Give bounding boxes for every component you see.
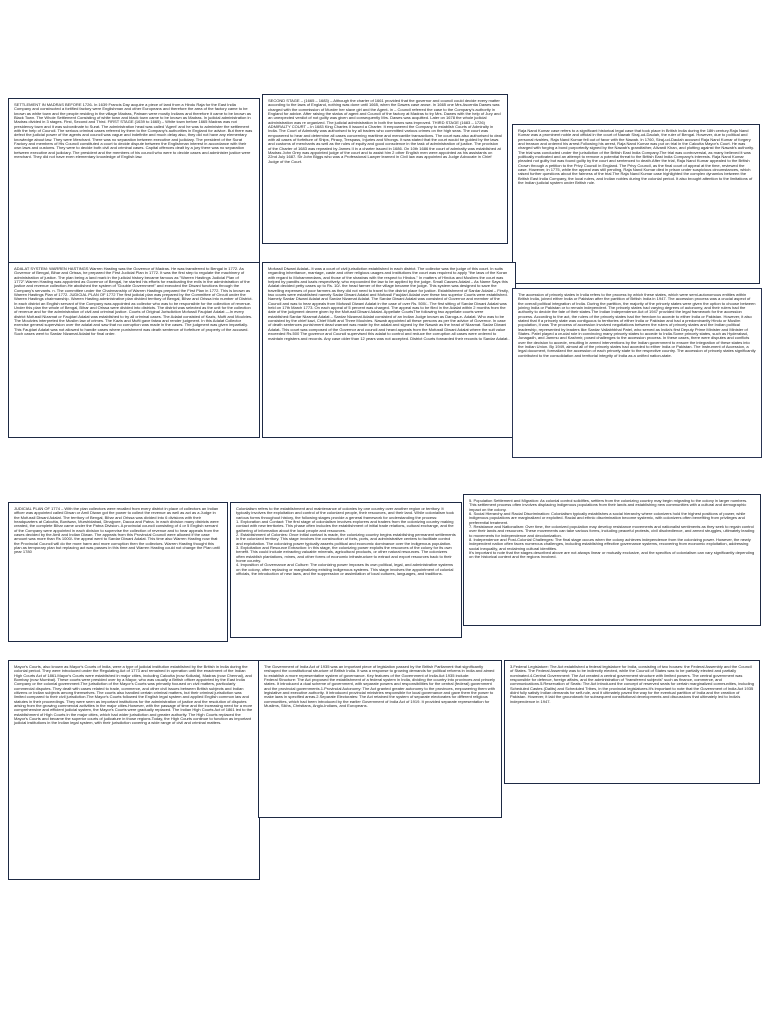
note-text: 3.Federal Legislature: The Act established a federal legislature for India, consisting of two houses: the Federal Assembly and the Council of States. The Federal Assembly was to be indirectly elected, while the Council of States was to be partially elected and partially nominated.4.Central Government: The Act created a central government structure with limited powers. The central government was responsible for defence, foreign affairs, and the administration of "transferred subjects" such as finance, commerce, and communications.5.Reservation of Seats: The Act introduced the concept of reserved seats for certain marginalized communities, including Scheduled Castes (Dalits) and Scheduled Tribes, in the provincial legislatures.It's important to note that the Government of India Act 1935 didnt fully satisfy Indian demands for self-rule, and it ultimately paved the way for the eventual partition of India and the creation of Pakistan. However, it laid the groundwork for subsequent constitutional developments and discussions that ultimately led to India's independence in 1947. xyxy=(510,664,754,704)
note-princely-states xyxy=(512,288,762,458)
note-text: The Government of India Act of 1935 was an important piece of legislation passed by the British Parliament that significantly reshaped the constitutional structure of British India. It was a response to growing demands for political reforms in India and aimed to establish a more representative system of governance. Key features of the Government of India Act 1935 include: Federal Structure: The Act proposed the establishment of a federal system in India, dividing the country into provinces and princely states. It introduced a dual scheme of government, with separate powers and responsibilities for the central (federal) government and the provincial governments.1.Provincial Autonomy: The Act granted greater autonomy to the provinces, empowering them with legislative and executive authority. It introduced provincial ministries responsible for local governance and gave them the power to make laws in specified areas.2.Separate Electorates: The Act retained the system of separate electorates for different religious communities, which had been introduced by the earlier Government of India Act of 1919. It provided separate representation for Muslims, Sikhs, Christians, Anglo-Indians, and Europeans. xyxy=(264,664,496,709)
note-text: Raja Nand Kumar case refers to a significant historical legal case that took place in British India during the 18th century.Raja Nand Kumar was a prominent noble and official in the court of Nawab Siraj-ud-Daulah, the ruler of Bengal. However, due to political and personal rivalries, Raja Nand Kumar fell out of favor with the Nawab. In 1760, Siraj-ud-Daulah accused Raja Nand Kumar of forgery and treason and ordered his arrest.Following his arrest, Raja Nand Kumar was put on trial in the Calcutta Mayor's Court. He was charged with forging a bond purportedly signed by the Nawab's grandfather, Alivardi Khan, and plotting against the Nawab's authority. The trial was conducted under the jurisdiction of the British East India Company.The trial was controversial, as many believed it was politically motivated and an attempt to remove a potential threat to the British East India Company's interests. Raja Nand Kumar pleaded not guilty but was found guilty by the court and sentenced to death.After the trial, Raja Nand Kumar appealed to the British Crown through a petition to the Privy Council in England. The Privy Council, as the final court of appeal at the time, reviewed the case. However, in 1775, while the appeal was still pending, Raja Nand Kumar died in prison under suspicious circumstances, which raised further questions about the fairness of the trial.The Raja Nand Kumar case highlighted the complex dynamics between the British East India Company, the local rulers, and Indian nobles during the colonial period. It also brought attention to the limitations of the Indian judicial system under British rule. xyxy=(518,128,754,186)
note-second-stage xyxy=(262,94,508,244)
note-colonial-stages-5-8 xyxy=(463,494,761,626)
note-text: Colonialism refers to the establishment and maintenance of colonies by one country over another region or territory. It typically involves the exploitation and control of the colonized people, their resources, and their land. While colonialism took various forms throughout history, the following stages provide a general framework for understanding the process: 1. Exploration and Contact: The first stage of colonialism involves explorers and traders from the colonizing country making contact with new territories. This phase often includes the establishment of initial trade relations, cultural exchange, and the gathering of information about the local people and resources. 2. Establishment of Colonies: Once initial contact is made, the colonizing country begins establishing permanent settlements in the colonized territory. This stage involves the construction of forts, ports, and administrative centers to facilitate control and exploitation. The colonizing power typically asserts political and economic dominance over the indigenous population. 3. Exploitation and Resource Extraction: In this stage, the colonizing power exploits the resources of the colony for its own benefit. This could include extracting valuable minerals, agricultural products, or other natural resources. The colonizers often establish plantations, mines, and other forms of economic infrastructure to extract and export resources back to their home country. 4. Imposition of Governance and Culture: The colonizing power imposes its own political, legal, and administrative systems on the colony, often replacing or marginalizing existing indigenous systems. This stage involves the appointment of colonial officials, the introduction of new laws, and the suppression or assimilation of local cultures, languages, and traditions. xyxy=(236,506,456,577)
note-text: Mayor's Courts, also known as Mayor's Courts of India, were a type of judicial institution established by the British in India during the colonial period. They were introduced under the Regulating Act of 1773 and remained in operation until the enactment of the Indian High Courts Act of 1861.Mayor's Courts were established in major cities, including Calcutta (now Kolkata), Madras (now Chennai), and Bombay (now Mumbai). These courts were presided over by a Mayor, who was usually a British officer appointed by the East India Company or the colonial government.The jurisdiction of the Mayor's Courts was primarily focused on civil matters, particularly commercial disputes. They dealt with cases related to trade, commerce, and other civil issues between British subjects and Indian citizens or Indian subjects among themselves. The courts also handled certain criminal matters, but their criminal jurisdiction was limited compared to their civil jurisdiction.The Mayor's Courts followed the English legal system and applied English common law and statutes in their proceedings. They were seen as important institutions for the administration of justice and the resolution of disputes arising from the growing commercial activities in the major cities.However, with the passage of time and the increasing need for a more comprehensive and efficient judicial system, the Mayor's Courts were gradually replaced. The Indian High Courts Act of 1861 led to the establishment of High Courts in the major cities, which had wider jurisdiction and greater authority. The High Courts replaced the Mayor's Courts and became the superior courts of judicature in those regions.Today, the High Courts continue to function as important judicial institutions in the Indian legal system, with their jurisdiction covering a wide range of civil and criminal matters. xyxy=(14,664,253,726)
note-adalat-system xyxy=(8,262,260,438)
note-raja-nand-kumar xyxy=(512,124,760,284)
note-text: Mofussil Diwani Adalat– It was a court of civil jurisdiction established in each district. The collector was the judge of this court. In suits regarding inheritance, marriage, caste and other religious usages and institutions the court was required to apply "the laws of the Koran with regard to Mohammedans, and those of the shastras with the respect to Hindus." In matters of Hindus and Muslims the court was helped by pandits and kazis respectively, who expounded the law to be applied by the judge. Small Causes Adalat – As Name Says this Adalat decided petty cases up to Rs. 10/- the head farmer of the village became the judge. This system was designed to save the travelling expenses of poor farmers as they did not need to travel to the district place for justice. Establishment of Sardar Adalat – Firstly, two courts were established namely Sadar Diwani Adalat and Mofussil Faujdari Adalat over these two superior Courts were established. Namely Sardar Diwani Adalat and Sardar Nizamat Adalat. The Sardar Diwani Adalat was consisted of Governor and member of the Council and was to hear appeals from Mofussil Diwani Adalat in the case of over Rs. 500/-. The first sitting of Sardar Diwani Adalat was held on 17th March 1773. On each appeal of 5 percent was charged. The appeal was to be filed in the Adalat within 2 months from the date of the judgment decree given by the Mofussil Diwani Adalat. Appellate CourtsThe following two appellate courts were established:Sardar Nizamat Adalat – Sardar Nizamat Adalat consisted of an Indian Judge known as Daroga-e- Adalat. Who was to be consisted by the chief kazi, Chief Mufti and Three Moulvies. Nawab appointed all these persons as per the advice of Governor. In case of death sentences punishment dead warrant was made by the adalat and signed by the Nawab as the head of Nizamat. Sadar Diwani Adalat- This court was composed of the Governor and council and heard appeals from the Mofussil Diwani Adalat where the suit value exceeded Rs.500 The governor and Council supervised this adalat to control and reduce the corruption all cases were ordered to maintain registers and records. Any case older than 12 years was not accepted. District Courts forwarded their records to Sardar Adalat.. xyxy=(268,266,510,341)
note-text: 5. Population Settlement and Migration: As colonial control solidifies, settlers from the colonizing country may begin migrating to the colony in larger numbers. This settlement process often involves displacing indigenous populations from their lands and establishing new communities with a cultural and demographic impact on the colony. 6. Social Hierarchy and Racial Discrimination: Colonialism typically establishes a social hierarchy where colonizers hold the highest positions of power, while indigenous populations are marginalized or exploited. Racial and ethnic discrimination become systemic, with colonizers often benefiting from privileges and preferential treatment. 7. Resistance and Nationalism: Over time, the colonized population may develop resistance movements and nationalist sentiments as they seek to regain control over their lands and resources. These movements can take various forms, including peaceful protests, civil disobedience, and armed struggles, ultimately leading to movements for independence and decolonization. 8. Independence and Post-Colonial Challenges: The final stage occurs when the colony achieves independence from the colonizing power. However, the newly independent nation often faces numerous challenges, including establishing effective governance systems, recovering from economic exploitation, addressing social inequality, and reclaiming cultural identities. It's important to note that the stages described above are not always linear or mutually exclusive, and the specifics of colonialism can vary significantly depending on the historical context and the regions involved. xyxy=(469,498,755,560)
note-text: ADALAT SYSTEM: WARREN HASTINGS Warren Hasting was the Governor of Madras. He was transferred to Bengal in 1772. As Governor of Bengal, Bihar and Orissa, he prepared the First Judicial Plan in 1772. It was the first step to regulate the machinery of administration of justice. The plan being a land mark in the judicial history became famous as "Warren Hastings Judicial Plan of 1772".Warren Hasting was appointed as Governor of Bengal, he started his efforts for eradicating the evils in the administration of the justice and revenue collection.He abolished the system of "Double Government" and executed the Diwani functions through the Company's servants. n. The committee under the Chairmanship of Warren Hastings prepared the First Plan in 1772. This is known as Warren Hastings Plan of 1772. JUDICIAL PLAN OF 1772 The first judicial plan was prepared by the Committee of Circuit under the Warren Hastings chairmanship. Warren Hasting administrative plan divided territory of Bengal, Bihar and Orissa into number of District. In each district an English servant of the Company was appointed as collector who was to be responsible for the collection of revenue. Under this plan the whole of Bengal, Bihar and Orissa were divided into districts. The district was selected as the unit for the collection of revenue and for the administration of civil and criminal justice. Courts of Original Jurisdiction Mofussil Faujdari Adalat —In every district Mofussil Nizamat or Faujdari Adalat was established to try all criminal cases. The Adalat consisted of Kazis, Mufti and Moulvies. The Moulvies interpreted the Muslim law of crimes. The Kazis and Mufti gave fatwa and render judgment. In this Adalat Collector exercise general supervision over the adalat and saw that no corruption was made in the cases. The judgment was given impartially. This Faujdari Adalat was not allowed to handle cases where punishment was death sentence of forfeiture of property of the accused. Such cases went to Sardar Nizamat Adalat for final order. xyxy=(14,266,253,337)
note-judicial-plan-1774 xyxy=(8,502,228,642)
note-madras-settlement xyxy=(8,98,260,274)
note-text: JUDICIAL PLAN OF 1774 – With the plan collectors were recalled from every district in place of collectors an Indian officer was appointed called Diwan or Amil Diwan got the power to collect the revenue as well as act as a Judge in the Mofussil Diwani Adalat. The territory of Bengal, Bihar and Orissa was divided into 6 divisions with their headquarters at Calcutta, Burdwan, Murshidabad, Dinajpore, Dacca and Patna. In each division many districts were created, the complete Bihar came under the Patna Division. A provincial council consisting of 4 or 5 English servant of the Company were appointed in each division to supervise the collection of revenue and to hear appeals from the cases decided by the Amil and Indian Diwan. The appeals from this Provincial Council were allowed if the case amount was more than Rs 1000/- the appeal went to Sardar Diwani Adalat. This time also Warren Hasting now that the Provincial Council will do the more harm and more corruption then the collectors. Warren Hasting thought this plan as temporary plan but replacing act was passes in this time and Warren Hasting could not change the Plan until year 1780 xyxy=(14,506,220,555)
note-text: SETTLEMENT IN MADRAS BEFORE 1726- In 1639 Francis Day acquire a piece of land from a Hindu Raja for the East India Company and constructed a fortified factory were Englishman and other Europeans and therefore the area of the factory came to be known as white town and the people residing in the village Madras, Patnam were mostly Indians and therefore it came to be known as Black Town. The Whole Settlement Consisting of white town and black town came to be known as Madras. In judicial administration in Madras divided in 3 stages. First, Second and Third. FIRST STAGE (1639 to 1665) – White town before 1665 Madras was not presidency town and it was subordinate to Surat. The administration head was called 'Agent' and he was to administer the settlement with the help of Council. The serious criminal cases referred by them to the Company's authorities in England for advice. But there was defect the judicial power of the agents and council was vague and indefinite and much delay also, they did not have any elementary knowledge about law. They were Merchant. There was no separation between executive and judiciary. The president of the Surat Factory and members of His Council constituted a court to decide dispute between the Englishman interest in accordance with their own laws and customs. They were to decide both civil and criminal cases. Capital offences dealt by a jury there was no separation between executive and judiciary. The president and the members of his council who were to decide cases and administer justice were merchant. They did not have even elementary knowledge of English law. xyxy=(14,102,253,160)
note-text: SECOND STAGE – (1665 – 1683) – Although the charter of 1661 provided that the governor and council could decide every matter according to the laws of England, nothing was done until 1665, when the Dawes case arose. In 1665 one Mrs Ascentia Dawes was charged with the commission of Murder her slave girl and the Agent- in – Council referred the case to the Company's authority in England for advice. After raising the status of agent and Council of the factory at Madras to try Mrs. Dawes with the help of Jury and an unexpected verdict of not guilty was given and consequently Mrs. Dawes was acquitted. Later on 1678 the whole judicial administration was re organized. The judicial administration in both the towns was improved. THIRD STAGE (1683 – 1726) ADMIRALTY COURT – In 1683 King Charles II issued a Charter. It empowered the Company to establish Courts of Admiralty in India. The Court of Admiralty was authorised to try all traders who committed various crimes on the high seas. The court was empowered to hear and determine all cases concerning maritime and mercantile transactions. The court was also authorised to deal with all cases of forfeiture of Ships, Piracy, Trespass, Injuries and Wrongs. It was stated that the court would be guided by the laws and customs of merchants as well as the rules of equity and good conscience in the task of administration of justice. The provision of the Charter of 1683 was repeated by James II in a charter issued in 1686. On 10th 1686 the court of admiralty was established at Madras John Grey was appointed judge of the court and to assist him 2 other English men were appointed as his assistants on 22nd July 1687. Sir John Biggs who was a Professional Lawyer learned in Civil law was appointed as Judge Advocate in Chief Judge of the Court. xyxy=(268,98,502,164)
note-federal-legislature xyxy=(504,660,760,784)
note-text: The accession of princely states in India refers to the process by which these states, which were semi-autonomous entities within British India, joined either India or Pakistan after the partition of British India in 1947. The accession process was a crucial aspect of the overall political integration of India. During the partition, the majority of the princely states were given the option to choose between joining India or Pakistan or to remain independent. The princely states had varying degrees of autonomy, and their rulers had the authority to decide the fate of their states.The Indian Independence Act of 1947 provided the legal framework for the accession process. According to the act, the rulers of the princely states had the freedom to accede to either India or Pakistan. However, it also stated that if a princely state was contiguous to territories of either India or Pakistan and had a predominantly Hindu or Muslim population, it was The process of accession involved negotiations between the rulers of princely states and the Indian political leadership, represented by leaders like Sardar Vallabhbhai Patel, who served as India's first Deputy Prime Minister and Minister of States. Patel played a crucial role in convincing many princely states to accede to India.Some princely states, such as Hyderabad, Junagadh, and Jammu and Kashmir, posed challenges to the accession process. In these cases, there were disputes and conflicts over the decision to accede, resulting in armed interventions by the Indian government to ensure the integration of these states into the Indian Union. By 1949, almost all of the princely states had acceded to either India or Pakistan. The Instrument of Accession, a legal document, formalized the accession of each princely state to the respective country. The accession of princely states significantly contributed to the consolidation and territorial integrity of India as a unified nation-state. xyxy=(518,292,756,358)
note-mofussil-diwani-adalat xyxy=(262,262,516,438)
note-mayors-courts xyxy=(8,660,260,880)
note-government-of-india-act-1935 xyxy=(258,660,502,818)
note-colonialism xyxy=(230,502,462,638)
